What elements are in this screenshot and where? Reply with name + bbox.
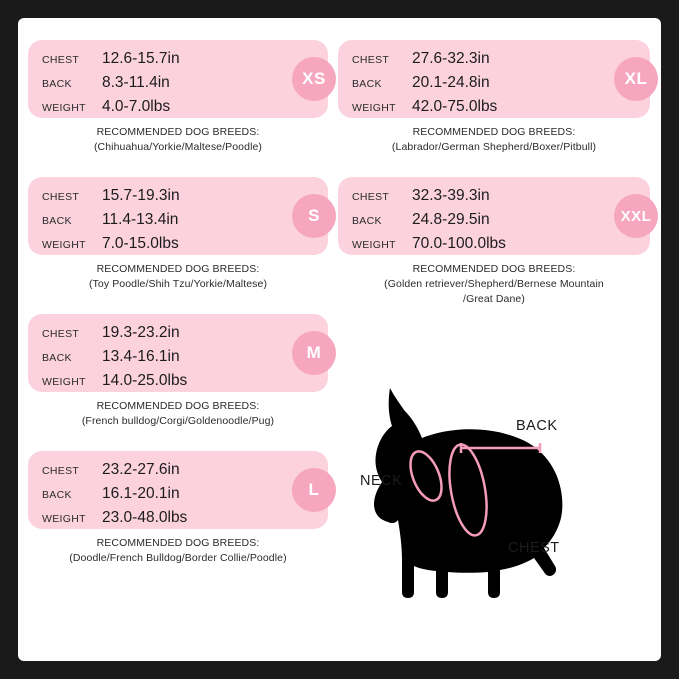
- measurement-row-weight: [40, 509, 316, 533]
- row-value-back: 8.3-11.4in: [102, 74, 170, 91]
- row-label-weight: WEIGHT: [352, 102, 396, 114]
- size-chart-card: [18, 18, 661, 661]
- measurement-row-chest: [40, 324, 316, 348]
- breeds-heading: RECOMMENDED DOG BREEDS:: [96, 537, 260, 549]
- measurement-rows: [40, 187, 316, 259]
- breeds-list: (Toy Poodle/Shih Tzu/Yorkie/Maltese): [88, 278, 268, 290]
- row-label-weight: WEIGHT: [42, 239, 86, 251]
- row-label-back: BACK: [352, 215, 382, 227]
- row-label-weight: WEIGHT: [352, 239, 396, 251]
- measurement-rows: [350, 187, 638, 259]
- row-label-chest: CHEST: [42, 54, 80, 66]
- row-value-chest: 32.3-39.3in: [412, 187, 490, 204]
- recommended-breeds-l: [28, 536, 328, 566]
- measurement-row-weight: [40, 235, 316, 259]
- chart-columns: [18, 18, 661, 661]
- measurement-row-back: [40, 211, 316, 235]
- row-value-weight: 23.0-48.0lbs: [102, 509, 188, 526]
- measurement-rows: [40, 324, 316, 396]
- dog-silhouette-icon: [348, 370, 648, 620]
- breeds-list: (French bulldog/Corgi/Goldenoodle/Pug): [81, 415, 275, 427]
- measurement-panel: [28, 40, 328, 118]
- row-value-chest: 15.7-19.3in: [102, 187, 180, 204]
- measurement-row-back: [350, 74, 638, 98]
- row-value-chest: 27.6-32.3in: [412, 50, 490, 67]
- row-label-back: BACK: [42, 489, 72, 501]
- breeds-heading: RECOMMENDED DOG BREEDS:: [96, 263, 260, 275]
- measurement-row-back: [40, 348, 316, 372]
- row-value-back: 13.4-16.1in: [102, 348, 180, 365]
- size-badge-xl: XL: [614, 57, 658, 101]
- row-value-weight: 4.0-7.0lbs: [102, 98, 171, 115]
- breeds-heading: RECOMMENDED DOG BREEDS:: [412, 126, 576, 138]
- row-value-chest: 12.6-15.7in: [102, 50, 180, 67]
- size-block-s: [28, 177, 328, 292]
- row-value-weight: 14.0-25.0lbs: [102, 372, 188, 389]
- breeds-list: (Doodle/French Bulldog/Border Collie/Poodle): [69, 552, 287, 564]
- row-label-chest: CHEST: [42, 465, 80, 477]
- row-label-back: BACK: [42, 215, 72, 227]
- row-label-chest: CHEST: [352, 191, 390, 203]
- measurement-row-chest: [40, 461, 316, 485]
- size-block-xxl: [338, 177, 650, 307]
- measurement-panel: [28, 314, 328, 392]
- size-badge-xxl: XXL: [614, 194, 658, 238]
- measurement-row-back: [40, 485, 316, 509]
- size-column-left: [28, 40, 328, 572]
- diagram-label-back: BACK: [516, 418, 558, 434]
- size-badge-s: S: [292, 194, 336, 238]
- size-badge-l: L: [292, 468, 336, 512]
- recommended-breeds-m: [28, 399, 328, 429]
- size-block-xl: [338, 40, 650, 155]
- measurement-row-chest: [40, 187, 316, 211]
- breeds-heading: RECOMMENDED DOG BREEDS:: [96, 400, 260, 412]
- measurement-row-chest: [350, 50, 638, 74]
- row-value-back: 16.1-20.1in: [102, 485, 180, 502]
- recommended-breeds-xl: [338, 125, 650, 155]
- breeds-heading: RECOMMENDED DOG BREEDS:: [96, 126, 260, 138]
- recommended-breeds-xxl: [338, 262, 650, 307]
- breeds-list: (Labrador/German Shepherd/Boxer/Pitbull): [391, 141, 597, 153]
- measurement-panel: [28, 177, 328, 255]
- row-value-back: 24.8-29.5in: [412, 211, 490, 228]
- row-label-chest: CHEST: [42, 328, 80, 340]
- measurement-row-chest: [40, 50, 316, 74]
- measurement-row-chest: [350, 187, 638, 211]
- recommended-breeds-xs: [28, 125, 328, 155]
- size-block-xs: [28, 40, 328, 155]
- breeds-list: (Chihuahua/Yorkie/Maltese/Poodle): [93, 141, 263, 153]
- measurement-row-weight: [350, 235, 638, 259]
- breeds-list: (Golden retriever/Shepherd/Bernese Mountain: [384, 278, 604, 290]
- size-badge-xs: XS: [292, 57, 336, 101]
- row-label-chest: CHEST: [352, 54, 390, 66]
- diagram-label-chest: CHEST: [508, 540, 560, 556]
- row-value-weight: 7.0-15.0lbs: [102, 235, 179, 252]
- row-value-back: 20.1-24.8in: [412, 74, 490, 91]
- measurement-row-weight: [350, 98, 638, 122]
- row-label-chest: CHEST: [42, 191, 80, 203]
- row-value-chest: 19.3-23.2in: [102, 324, 180, 341]
- size-badge-m: M: [292, 331, 336, 375]
- measurement-rows: [40, 50, 316, 122]
- row-value-weight: 70.0-100.0lbs: [412, 235, 506, 252]
- size-block-l: [28, 451, 328, 566]
- size-block-m: [28, 314, 328, 429]
- measurement-rows: [350, 50, 638, 122]
- row-label-weight: WEIGHT: [42, 102, 86, 114]
- row-value-weight: 42.0-75.0lbs: [412, 98, 498, 115]
- dog-measurement-diagram: [348, 370, 648, 620]
- row-label-weight: WEIGHT: [42, 376, 86, 388]
- row-label-back: BACK: [42, 352, 72, 364]
- measurement-panel: [28, 451, 328, 529]
- size-column-right: [338, 40, 650, 313]
- measurement-row-back: [350, 211, 638, 235]
- measurement-rows: [40, 461, 316, 533]
- recommended-breeds-s: [28, 262, 328, 292]
- measurement-row-weight: [40, 372, 316, 396]
- measurement-row-back: [40, 74, 316, 98]
- row-label-back: BACK: [352, 78, 382, 90]
- measurement-panel: [338, 177, 650, 255]
- breeds-list-cont: /Great Dane): [463, 293, 525, 305]
- row-label-back: BACK: [42, 78, 72, 90]
- row-value-chest: 23.2-27.6in: [102, 461, 180, 478]
- measurement-panel: [338, 40, 650, 118]
- row-label-weight: WEIGHT: [42, 513, 86, 525]
- breeds-heading: RECOMMENDED DOG BREEDS:: [412, 263, 576, 275]
- row-value-back: 11.4-13.4in: [102, 211, 179, 228]
- diagram-label-neck: NECK: [360, 473, 403, 489]
- measurement-row-weight: [40, 98, 316, 122]
